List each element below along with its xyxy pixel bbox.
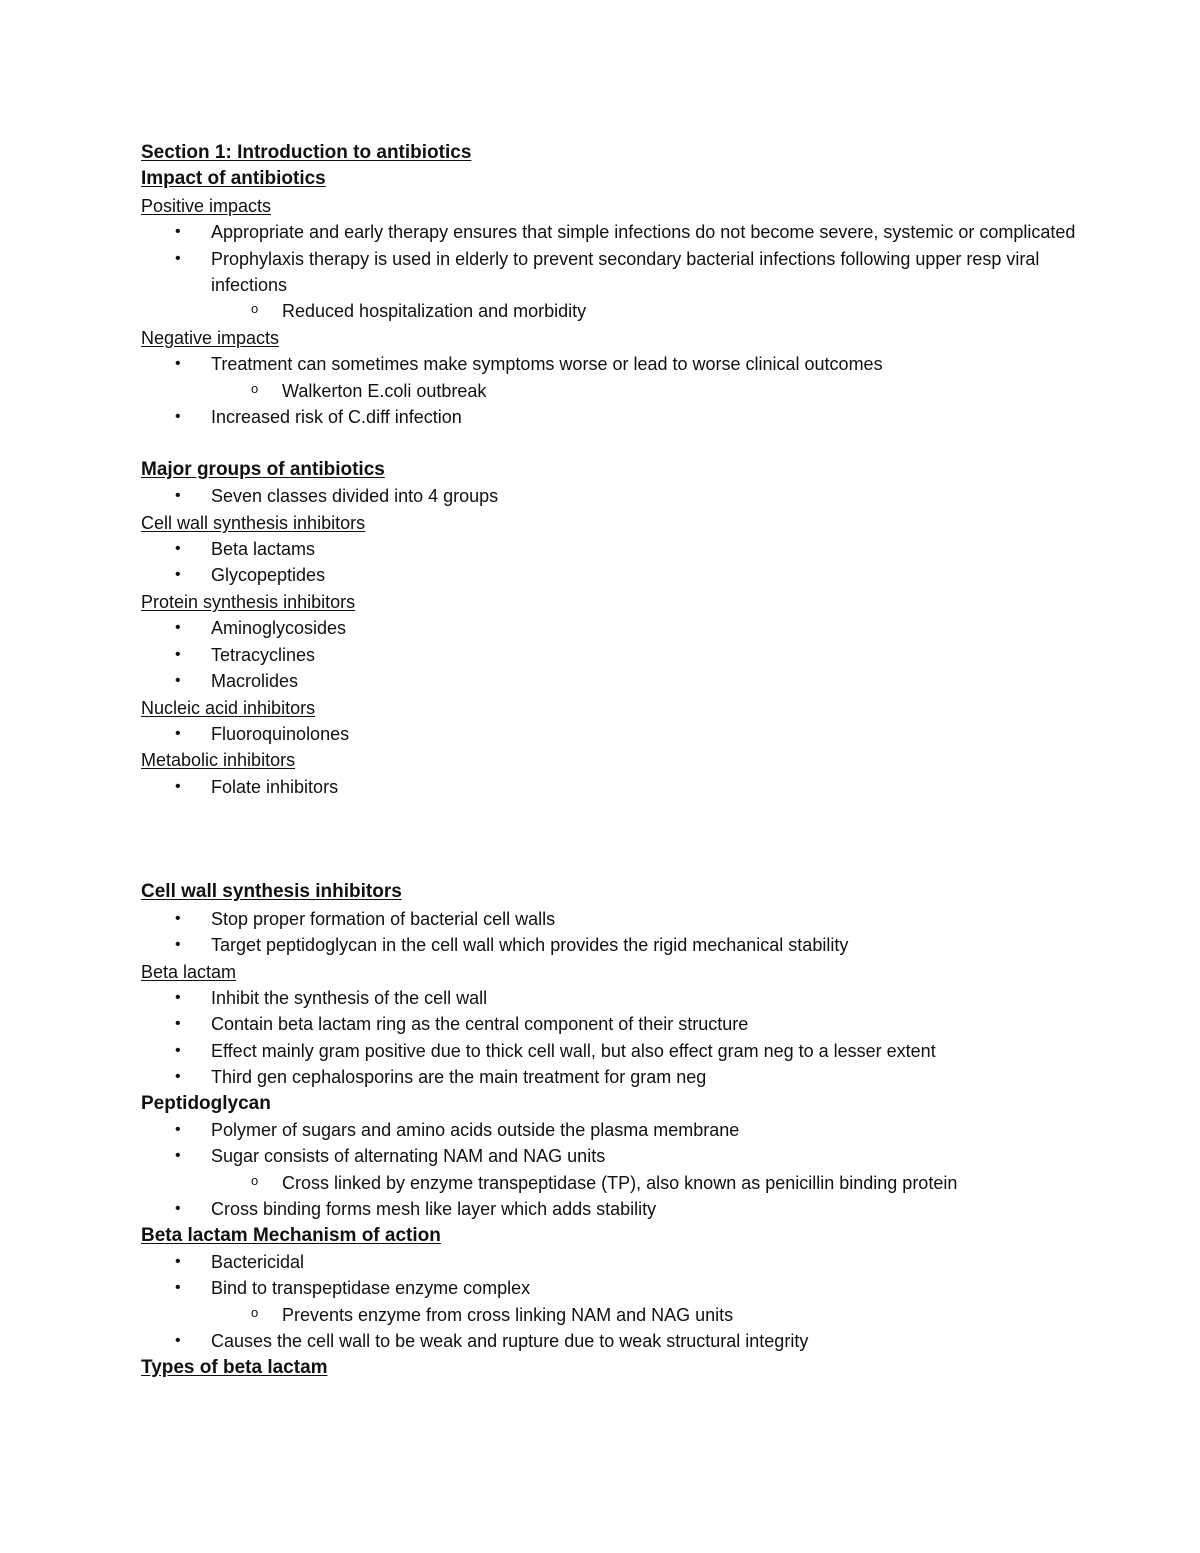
bullet-icon: •	[175, 1041, 181, 1059]
list-item	[141, 219, 1101, 245]
list-item-text: Macrolides	[211, 671, 299, 692]
bullet-icon: •	[175, 223, 181, 241]
list-item	[141, 1143, 1101, 1169]
list-item-text: Inhibit the synthesis of the cell wall	[211, 987, 488, 1008]
list-item	[141, 721, 1101, 747]
list-item	[141, 932, 1101, 958]
list-item-text: Cross binding forms mesh like layer which adds stability	[211, 1199, 657, 1220]
heading-major-groups: Major groups of antibiotics	[141, 458, 385, 480]
heading-mechanism: Beta lactam Mechanism of action	[141, 1224, 441, 1246]
list-item-text: Target peptidoglycan in the cell wall which provides the rigid mechanical stability	[211, 935, 849, 956]
document-body	[141, 140, 1101, 1381]
list-item	[141, 1038, 1101, 1064]
circle-bullet-icon: o	[251, 1172, 259, 1188]
list-item	[141, 906, 1101, 932]
bullet-icon: •	[175, 1120, 181, 1138]
bullet-icon: •	[175, 645, 181, 663]
circle-bullet-icon: o	[251, 301, 259, 317]
list-item-text: Seven classes divided into 4 groups	[211, 486, 499, 507]
bullet-icon: •	[175, 566, 181, 584]
sub-list-item-text: Prevents enzyme from cross linking NAM and NAG units	[282, 1304, 734, 1325]
list-item-text: Stop proper formation of bacterial cell walls	[211, 908, 556, 929]
list-item-text: Beta lactams	[211, 539, 316, 560]
bullet-icon: •	[175, 1147, 181, 1165]
list-item	[141, 536, 1101, 562]
bullet-icon: •	[175, 777, 181, 795]
list-item-text: Prophylaxis therapy is used in elderly to prevent secondary bacterial infections following upper resp viral infections	[211, 248, 1040, 296]
spacer	[141, 827, 1101, 853]
bullet-icon: •	[175, 672, 181, 690]
circle-bullet-icon: o	[251, 1304, 259, 1320]
circle-bullet-icon: o	[251, 380, 259, 396]
list-item	[141, 1011, 1101, 1037]
spacer	[141, 853, 1101, 879]
bullet-icon: •	[175, 1332, 181, 1350]
bullet-icon: •	[175, 1279, 181, 1297]
subheading-beta-lactam: Beta lactam	[141, 961, 237, 982]
list-item-text: Fluoroquinolones	[211, 723, 350, 744]
list-item-text: Third gen cephalosporins are the main treatment for gram neg	[211, 1067, 707, 1088]
list-item	[141, 351, 1101, 377]
list-item	[141, 246, 1101, 299]
list-item	[141, 562, 1101, 588]
list-item-text: Sugar consists of alternating NAM and NAG units	[211, 1146, 606, 1167]
sub-list-item	[141, 1170, 1101, 1196]
bullet-icon: •	[175, 724, 181, 742]
list-item	[141, 615, 1101, 641]
bullet-icon: •	[175, 487, 181, 505]
list-item-text: Tetracyclines	[211, 644, 316, 665]
bullet-icon: •	[175, 936, 181, 954]
list-item-text: Contain beta lactam ring as the central component of their structure	[211, 1014, 749, 1035]
sub-list-item-text: Walkerton E.coli outbreak	[282, 380, 487, 401]
list-item	[141, 668, 1101, 694]
bullet-icon: •	[175, 540, 181, 558]
list-item	[141, 1275, 1101, 1301]
subheading-protein: Protein synthesis inhibitors	[141, 591, 356, 612]
bullet-icon: •	[175, 619, 181, 637]
list-item-text: Bactericidal	[211, 1252, 305, 1272]
section-title: Section 1: Introduction to antibiotics	[141, 142, 472, 163]
list-item-text: Causes the cell wall to be weak and rupture due to weak structural integrity	[211, 1331, 809, 1352]
bullet-icon: •	[175, 1200, 181, 1218]
list-item	[141, 985, 1101, 1011]
subheading-cell-wall: Cell wall synthesis inhibitors	[141, 512, 366, 533]
list-item	[141, 1249, 1101, 1275]
list-item	[141, 404, 1101, 430]
subheading-metabolic: Metabolic inhibitors	[141, 750, 296, 771]
list-item-text: Effect mainly gram positive due to thick cell wall, but also effect gram neg to a lesser extent	[211, 1040, 936, 1061]
bullet-icon: •	[175, 249, 181, 267]
list-item	[141, 1328, 1101, 1354]
list-item-text: Increased risk of C.diff infection	[211, 407, 462, 428]
sub-list-item-text: Cross linked by enzyme transpeptidase (TP), also known as penicillin binding protein	[282, 1172, 958, 1193]
sub-list-item	[141, 298, 1101, 324]
list-item	[141, 1064, 1101, 1090]
sub-list-item-text: Reduced hospitalization and morbidity	[282, 301, 587, 322]
spacer	[141, 800, 1101, 826]
heading-impact: Impact of antibiotics	[141, 168, 326, 190]
subheading-positive: Positive impacts	[141, 195, 272, 216]
subheading-nucleic: Nucleic acid inhibitors	[141, 697, 316, 718]
bullet-icon: •	[175, 1015, 181, 1033]
bullet-icon: •	[175, 1253, 181, 1270]
list-item	[141, 774, 1101, 800]
list-item-text: Polymer of sugars and amino acids outside the plasma membrane	[211, 1119, 740, 1140]
heading-peptidoglycan: Peptidoglycan	[141, 1092, 271, 1114]
list-item	[141, 642, 1101, 668]
list-item	[141, 1117, 1101, 1143]
bullet-icon: •	[175, 988, 181, 1006]
list-item-text: Aminoglycosides	[211, 618, 347, 639]
list-item-text: Treatment can sometimes make symptoms worse or lead to worse clinical outcomes	[211, 354, 883, 375]
spacer	[141, 430, 1101, 456]
list-item	[141, 483, 1101, 509]
heading-cell-wall: Cell wall synthesis inhibitors	[141, 881, 402, 903]
heading-types: Types of beta lactam	[141, 1356, 328, 1378]
list-item-text: Bind to transpeptidase enzyme complex	[211, 1278, 531, 1299]
list-item-text: Glycopeptides	[211, 565, 326, 586]
list-item-text: Appropriate and early therapy ensures that simple infections do not become severe, systemic or complicated	[211, 222, 1076, 243]
bullet-icon: •	[175, 355, 181, 373]
bullet-icon: •	[175, 909, 181, 927]
bullet-icon: •	[175, 408, 181, 426]
list-item	[141, 1196, 1101, 1222]
list-item-text: Folate inhibitors	[211, 776, 339, 797]
sub-list-item	[141, 1302, 1101, 1328]
bullet-icon: •	[175, 1068, 181, 1086]
subheading-negative: Negative impacts	[141, 327, 280, 348]
sub-list-item	[141, 378, 1101, 404]
